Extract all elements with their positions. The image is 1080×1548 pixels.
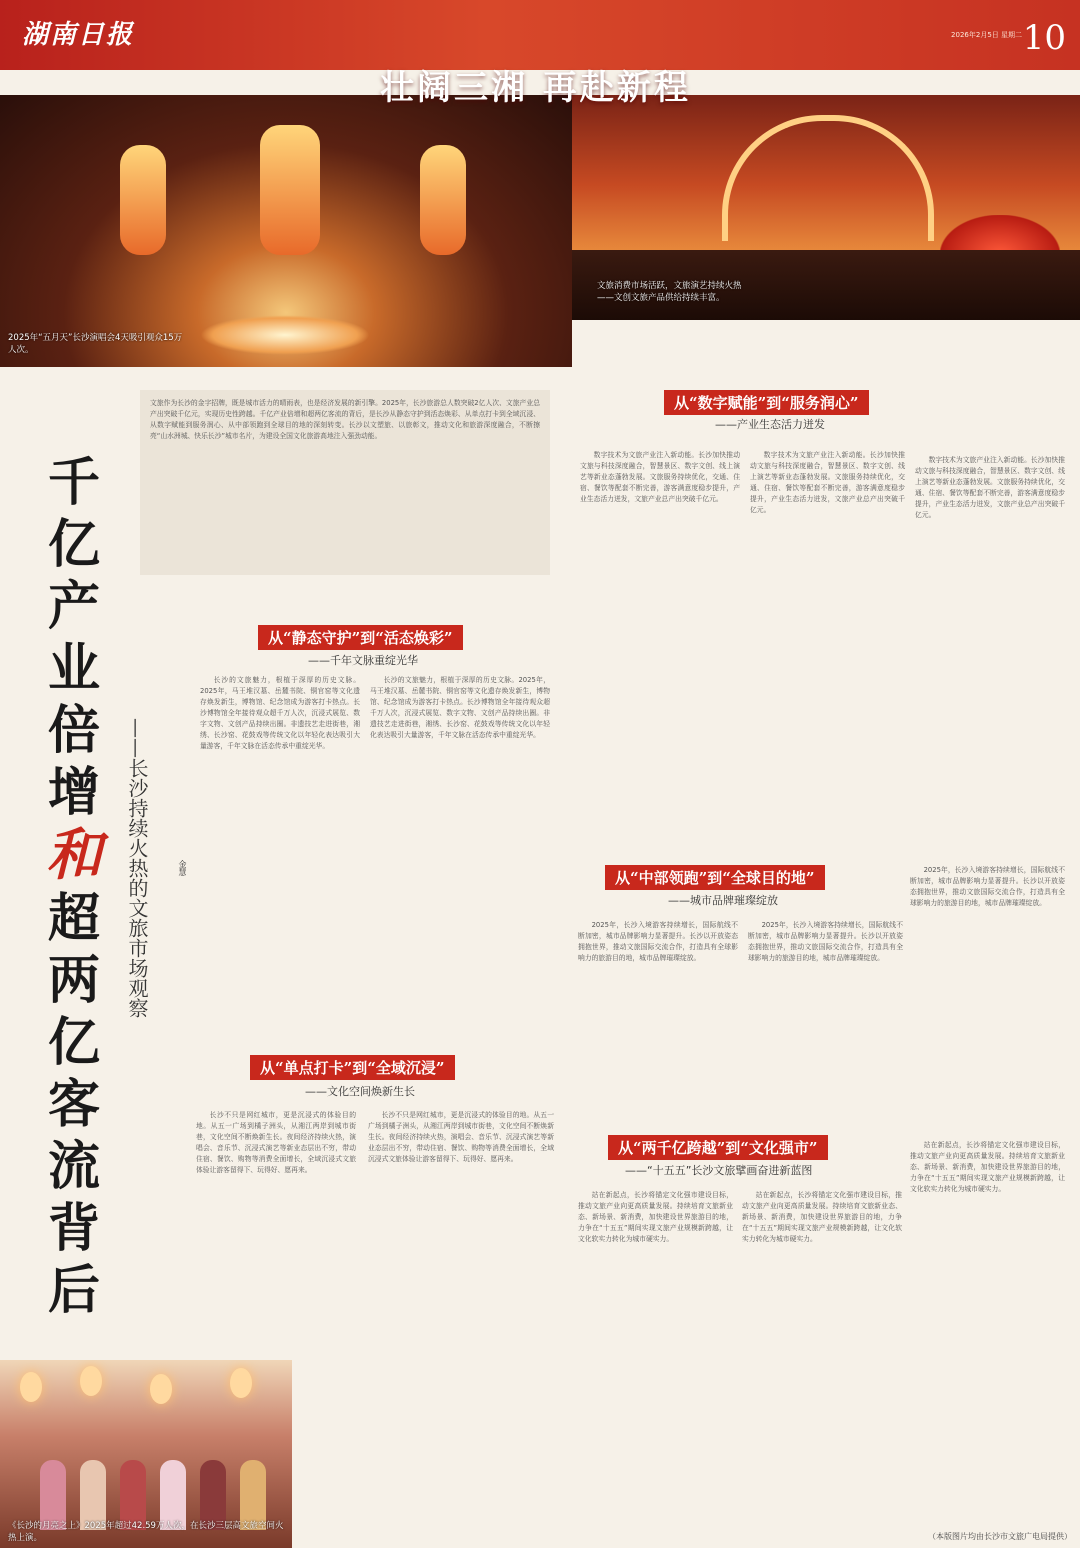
section-subtitle: ——千年文脉重绽光华	[308, 654, 418, 667]
section-body-continued: 站在新起点，长沙将锚定文化强市建设目标，推动文旅产业向更高质量发展。持续培育文旅新业态、新场景、新消费，加快建设世界旅游目的地，力争在“十五五”期间实现文旅产业规模新跨越，让文化软实力转化为城市硬实力。	[742, 1191, 902, 1243]
main-headline	[38, 452, 110, 1322]
page-number: 10	[1022, 18, 1066, 58]
headline-connector: 和	[46, 822, 102, 888]
byline: 金慧	[178, 860, 187, 876]
section-body-continued: 数字技术为文旅产业注入新动能。长沙加快推动文旅与科技深度融合，智慧景区、数字文创、线上演艺等新业态蓬勃发展。文旅服务持续优化，交通、住宿、餐饮等配套不断完善，游客满意度稳步提升，产业生态活力迸发，文旅产业总产出突破千亿元。	[915, 456, 1065, 519]
headline-part2: 超两亿客流背后	[47, 888, 100, 1321]
lantern	[80, 1366, 102, 1396]
section-subtitle: ——“十五五”长沙文旅擘画奋进新蓝图	[625, 1164, 813, 1177]
stage-screen	[260, 125, 320, 255]
section-body-continued: 站在新起点，长沙将锚定文化强市建设目标，推动文旅产业向更高质量发展。持续培育文旅新业态、新场景、新消费，加快建设世界旅游目的地，力争在“十五五”期间实现文旅产业规模新跨越，让文化软实力转化为城市硬实力。	[910, 1141, 1065, 1193]
section-subtitle: ——文化空间焕新生长	[305, 1085, 415, 1098]
date-line: 2026年2月5日 星期二	[951, 31, 1022, 39]
stage-screen	[420, 145, 466, 255]
section-body: 2025年，长沙入境游客持续增长，国际航线不断加密，城市品牌影响力显著提升。长沙以开放姿态拥抱世界，推动文旅国际交流合作，打造具有全球影响力的旅游目的地，城市品牌璀璨绽放。	[578, 921, 738, 962]
lantern	[20, 1372, 42, 1402]
section-body: 数字技术为文旅产业注入新动能。长沙加快推动文旅与科技深度融合，智慧景区、数字文创、线上演艺等新业态蓬勃发展。文旅服务持续优化，交通、住宿、餐饮等配套不断完善，游客满意度稳步提升，产业生态活力迸发，文旅产业总产出突破千亿元。	[580, 451, 740, 503]
section-title: 从“两千亿跨越”到“文化强市”	[608, 1135, 828, 1160]
banner-title: 壮阔三湘 再赴新程	[380, 68, 691, 108]
theater-caption: 文旅消费市场活跃，文旅演艺持续火热——文创文旅产品供给持续丰富。	[597, 281, 742, 303]
section-body-continued: 2025年，长沙入境游客持续增长，国际航线不断加密，城市品牌影响力显著提升。长沙以开放姿态拥抱世界，推动文旅国际交流合作，打造具有全球影响力的旅游目的地，城市品牌璀璨绽放。	[748, 921, 903, 962]
section-subtitle: ——产业生态活力迸发	[715, 418, 825, 431]
section-title: 从“静态守护”到“活态焕彩”	[258, 625, 463, 650]
theater-arch	[722, 115, 934, 241]
section-title: 从“中部领跑”到“全球目的地”	[605, 865, 825, 890]
section-body: 站在新起点，长沙将锚定文化强市建设目标，推动文旅产业向更高质量发展。持续培育文旅新业态、新场景、新消费，加快建设世界旅游目的地，力争在“十五五”期间实现文旅产业规模新跨越，让文化软实力转化为城市硬实力。	[578, 1191, 733, 1243]
section-body-continued: 2025年，长沙入境游客持续增长，国际航线不断加密，城市品牌影响力显著提升。长沙以开放姿态拥抱世界，推动文旅国际交流合作，打造具有全球影响力的旅游目的地，城市品牌璀璨绽放。	[910, 866, 1065, 907]
intro-paragraph: 文旅作为长沙的金字招牌，既是城市活力的晴雨表，也是经济发展的新引擎。2025年，长沙旅游总人数突破2亿人次、文旅产业总产出突破千亿元，实现历史性跨越。千亿产业倍增和超两亿客流的背后，是长沙从静态守护到活态焕彩、从单点打卡到全域沉浸、从数字赋能到服务润心、从中部领跑到全球目的地的深刻转变。长沙以文塑旅、以旅彰文，推动文化和旅游深度融合，不断擦亮“山水洲城、快乐长沙”城市名片，为建设全国文化旅游高地注入强劲动能。	[140, 390, 550, 575]
section-body: 长沙的文旅魅力，根植于深厚的历史文脉。2025年，马王堆汉墓、岳麓书院、铜官窑等文化遗存焕发新生，博物馆、纪念馆成为游客打卡热点。长沙博物馆全年接待观众超千万人次，沉浸式展览、数字文物、文创产品持续出圈。非遗技艺走进街巷，湘绣、长沙窑、花鼓戏等传统文化以年轻化表达吸引大量游客，千年文脉在活态传承中重绽光华。	[200, 676, 360, 750]
opera-caption: 《长沙的月亮之上》2025年超过42.59万人次，在长沙三层高文旅空间火热上演。	[8, 1521, 284, 1543]
section-subtitle: ——城市品牌璀璨绽放	[668, 894, 778, 907]
section-body-continued: 长沙的文旅魅力，根植于深厚的历史文脉。2025年，马王堆汉墓、岳麓书院、铜官窑等文化遗存焕发新生，博物馆、纪念馆成为游客打卡热点。长沙博物馆全年接待观众超千万人次，沉浸式展览、数字文物、文创产品持续出圈。非遗技艺走进街巷，湘绣、长沙窑、花鼓戏等传统文化以年轻化表达吸引大量游客，千年文脉在活态传承中重绽光华。	[370, 676, 550, 739]
lantern	[150, 1374, 172, 1404]
section-body-continued: 数字技术为文旅产业注入新动能。长沙加快推动文旅与科技深度融合，智慧景区、数字文创、线上演艺等新业态蓬勃发展。文旅服务持续优化，交通、住宿、餐饮等配套不断完善，游客满意度稳步提升，产业生态活力迸发，文旅产业总产出突破千亿元。	[750, 451, 905, 514]
section-body-continued: 长沙不只是网红城市，更是沉浸式的体验目的地。从五一广场到橘子洲头，从湘江两岸到城市街巷，文化空间不断焕新生长。夜间经济持续火热，演唱会、音乐节、沉浸式演艺等新业态层出不穷，带动住宿、餐饮、购物等消费全面增长，全域沉浸式文旅体验让游客留得下、玩得好、愿再来。	[368, 1111, 554, 1163]
concert-photo	[0, 95, 572, 367]
section-title: 从“单点打卡”到“全域沉浸”	[250, 1055, 455, 1080]
lantern	[230, 1368, 252, 1398]
headline-part1: 千亿产业倍增	[47, 452, 100, 823]
paper-name: 湖南日报	[22, 20, 135, 50]
stage	[200, 315, 370, 355]
sub-headline: ——长沙持续火热的文旅市场观察	[125, 718, 149, 1018]
concert-caption: 2025年“五月天”长沙演唱会4天吸引观众15万人次。	[8, 333, 183, 355]
section-title: 从“数字赋能”到“服务润心”	[664, 390, 869, 415]
stage-screen	[120, 145, 166, 255]
photo-credit: （本版图片均由长沙市文旅广电局提供）	[928, 1532, 1072, 1541]
section-body: 长沙不只是网红城市，更是沉浸式的体验目的地。从五一广场到橘子洲头，从湘江两岸到城市街巷，文化空间不断焕新生长。夜间经济持续火热，演唱会、音乐节、沉浸式演艺等新业态层出不穷，带动住宿、餐饮、购物等消费全面增长，全域沉浸式文旅体验让游客留得下、玩得好、愿再来。	[196, 1111, 356, 1174]
